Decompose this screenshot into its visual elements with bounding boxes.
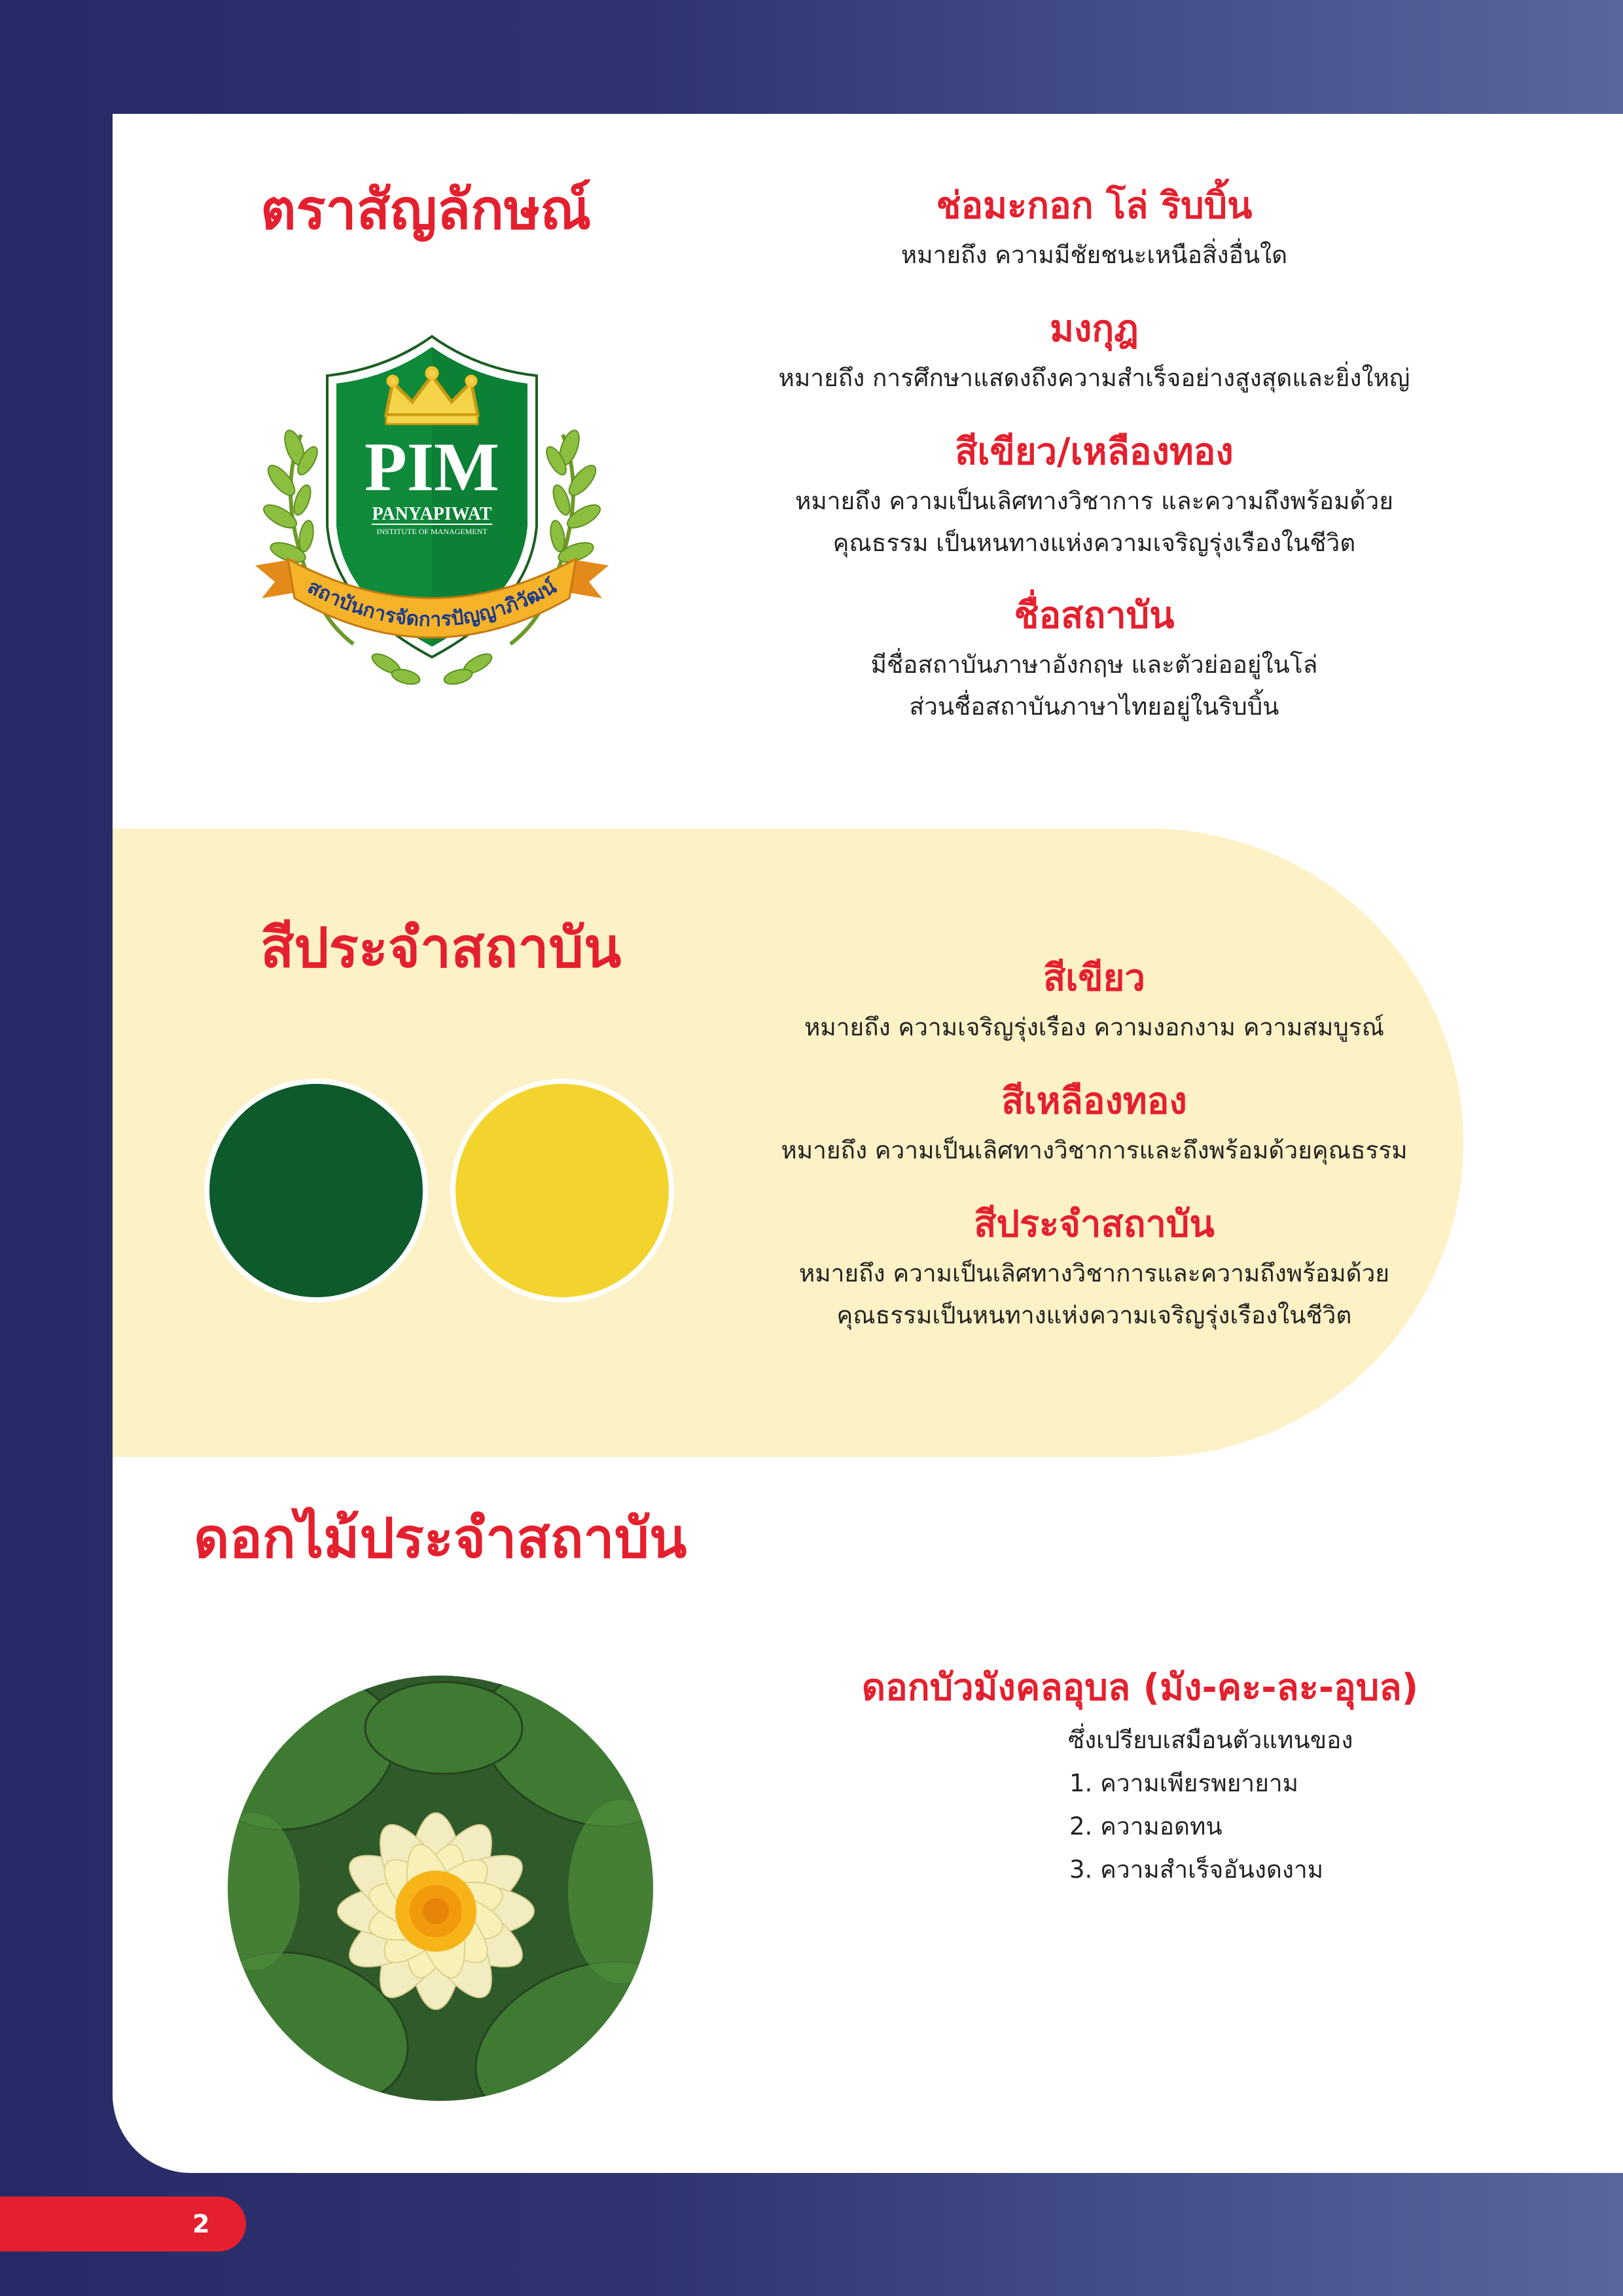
logo-item-name bbox=[767, 596, 1421, 728]
logo-name: PANYAPIWAT bbox=[372, 504, 492, 524]
page-panel bbox=[113, 114, 1623, 2173]
logo-item-colors bbox=[767, 432, 1421, 564]
color-item-head: สีเหลืองทอง bbox=[1001, 1080, 1187, 1122]
logo-item-line: มีชื่อสถาบันภาษาอังกฤษ และตัวย่ออยู่ในโล่ bbox=[870, 650, 1318, 679]
logo-item-crown bbox=[767, 309, 1421, 399]
green-swatch bbox=[204, 1079, 428, 1302]
lotus-photo bbox=[228, 1676, 653, 2101]
color-item-gold bbox=[767, 1081, 1421, 1172]
color-item-line: หมายถึง ความเป็นเลิศทางวิชาการและความถึงพร้อมด้วย bbox=[798, 1259, 1390, 1287]
color-item-head: สีประจำสถาบัน bbox=[974, 1203, 1215, 1246]
color-item-institute bbox=[767, 1204, 1421, 1336]
logo-item-line: หมายถึง การศึกษาแสดงถึงความสำเร็จอย่างสูงสุดและยิ่งใหญ่ bbox=[778, 363, 1410, 392]
logo-item-olive bbox=[767, 186, 1421, 276]
flower-section-title: ดอกไม้ประจำสถาบัน bbox=[194, 1506, 687, 1570]
color-section-title: สีประจำสถาบัน bbox=[260, 916, 622, 980]
color-item-line: หมายถึง ความเป็นเลิศทางวิชาการและถึงพร้อมด้วยคุณธรรม bbox=[781, 1136, 1408, 1164]
flower-list bbox=[832, 1762, 1448, 1892]
logo-item-head: ช่อมะกอก โล่ ริบบิ้น bbox=[936, 185, 1253, 227]
flower-name: ดอกบัวมังคลอุบล (มัง-คะ-ละ-อุบล) bbox=[861, 1666, 1419, 1709]
color-item-head: สีเขียว bbox=[1043, 957, 1145, 999]
color-item-line: คุณธรรมเป็นหนทางแห่งความเจริญรุ่งเรืองในชีวิต bbox=[836, 1300, 1352, 1329]
logo-item-head: สีเขียว/เหลืองทอง bbox=[955, 431, 1234, 473]
list-item: 1. ความเพียรพยายาม bbox=[1069, 1768, 1299, 1797]
gold-swatch bbox=[450, 1079, 674, 1302]
flower-info bbox=[832, 1668, 1448, 1892]
logo-item-head: มงกุฎ bbox=[1050, 308, 1139, 350]
logo-item-line: ส่วนชื่อสถาบันภาษาไทยอยู่ในริบบิ้น bbox=[909, 692, 1279, 721]
logo-section-title: ตราสัญลักษณ์ bbox=[260, 177, 592, 242]
logo-item-head: ชื่อสถาบัน bbox=[1014, 594, 1175, 637]
logo-ribbon-text: สถาบันการจัดการปัญญาภิวัฒน์ bbox=[304, 575, 560, 632]
page-number: 2 bbox=[192, 2210, 210, 2238]
list-item: 2. ความอดทน bbox=[1069, 1812, 1222, 1840]
list-item: 3. ความสำเร็จอันงดงาม bbox=[1069, 1855, 1324, 1884]
logo-acronym: PIM bbox=[364, 429, 500, 505]
color-item-line: หมายถึง ความเจริญรุ่งเรือง ความงอกงาม ความสมบูรณ์ bbox=[804, 1013, 1385, 1041]
logo-item-line: คุณธรรม เป็นหนทางแห่งความเจริญรุ่งเรืองในชีวิต bbox=[832, 528, 1356, 557]
logo-subtitle: INSTITUTE OF MANAGEMENT bbox=[376, 527, 488, 536]
flower-subtitle: ซึ่งเปรียบเสมือนตัวแทนของ bbox=[1068, 1725, 1353, 1754]
color-item-green bbox=[767, 958, 1421, 1049]
logo-item-line: หมายถึง ความมีชัยชนะเหนือสิ่งอื่นใด bbox=[901, 240, 1288, 269]
pim-logo bbox=[255, 330, 609, 696]
logo-item-line: หมายถึง ความเป็นเลิศทางวิชาการ และความถึงพร้อมด้วย bbox=[794, 486, 1393, 515]
